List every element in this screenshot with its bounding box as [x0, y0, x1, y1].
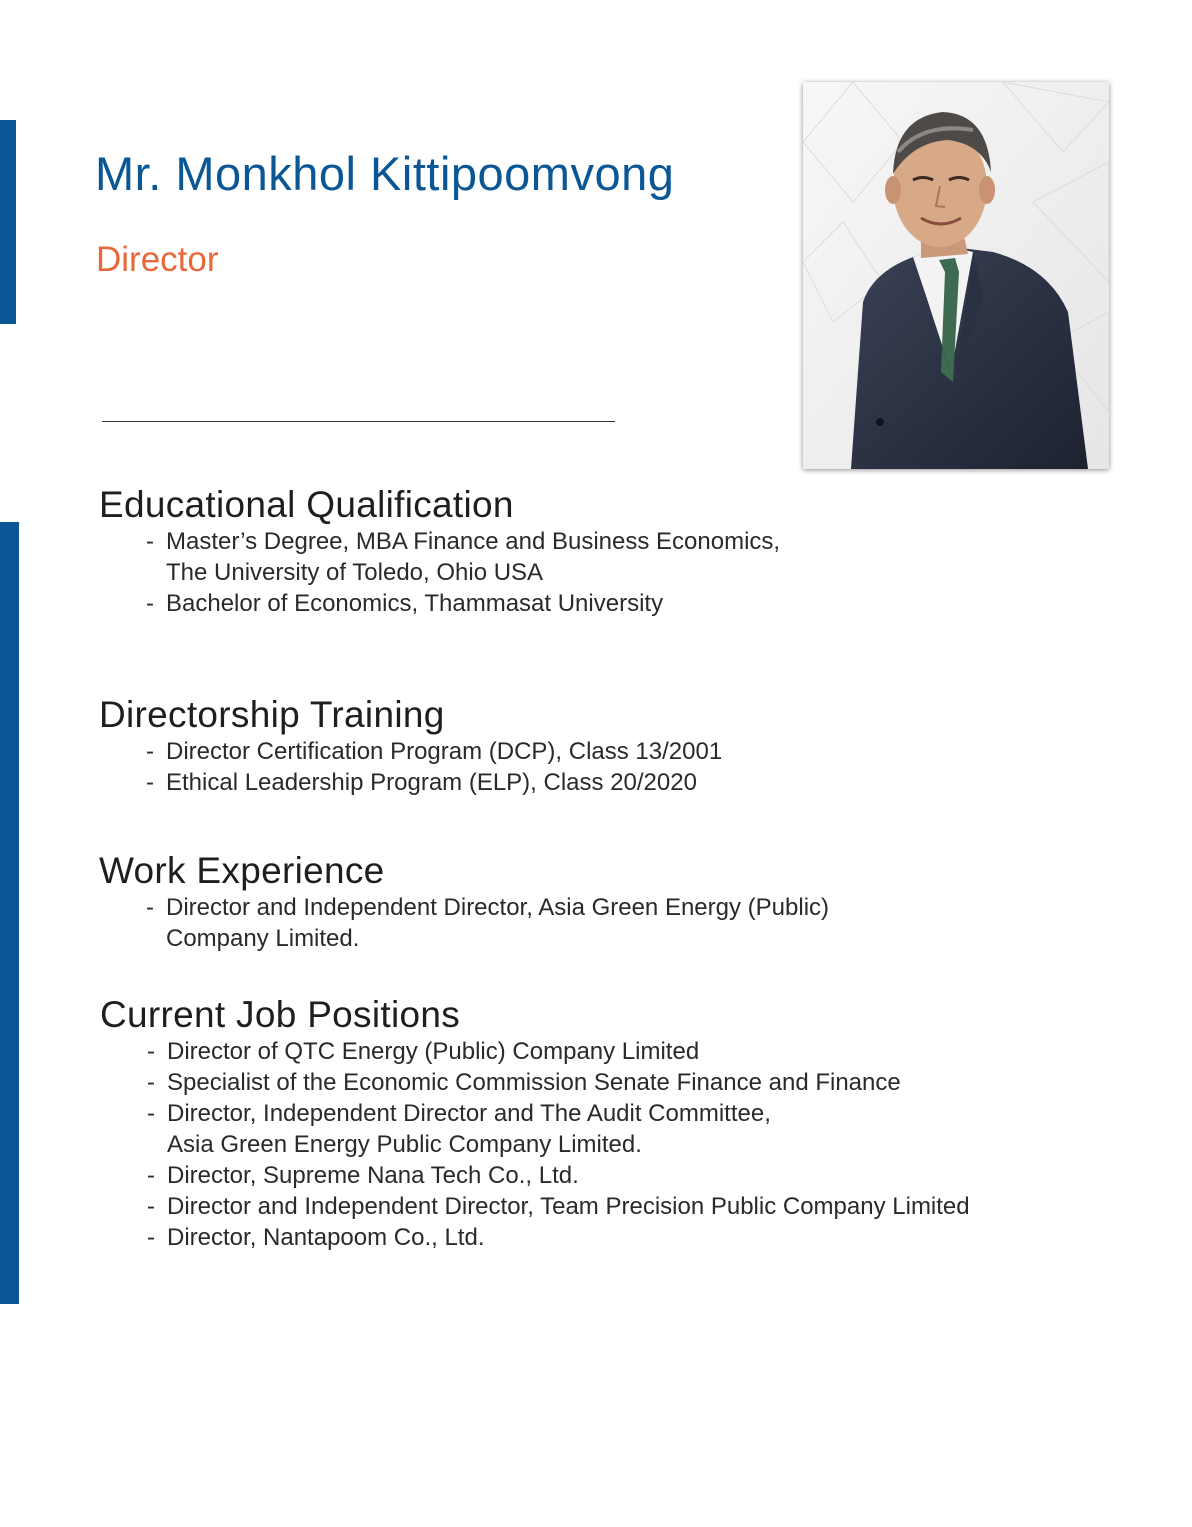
training-list [99, 736, 722, 798]
list-item: - Director Certification Program (DCP), Class 13/2001 [146, 738, 723, 765]
bullet-dash: - [146, 528, 154, 555]
person-role: Director [96, 240, 219, 279]
current-positions-heading: Current Job Positions [100, 994, 461, 1035]
list-item: - Director, Independent Director and The Audit Committee, Asia Green Energy Public Company Limited. [147, 1100, 771, 1158]
education-heading: Educational Qualification [99, 484, 514, 525]
work-list [99, 892, 829, 954]
work-heading: Work Experience [99, 850, 385, 891]
current-positions-section [100, 994, 970, 1253]
work-section [99, 850, 829, 954]
divider [102, 421, 615, 422]
bullet-dash: - [146, 738, 154, 765]
training-heading: Directorship Training [99, 694, 445, 735]
accent-bar-top [0, 120, 16, 324]
accent-bar-bottom [0, 522, 19, 1304]
bullet-dash: - [147, 1162, 155, 1189]
current-positions-list [100, 1036, 970, 1253]
bullet-dash: - [147, 1069, 155, 1096]
list-item: - Director, Supreme Nana Tech Co., Ltd. [147, 1162, 579, 1189]
education-list [99, 526, 780, 619]
bullet-dash: - [147, 1224, 155, 1251]
list-item: - Director and Independent Director, Team Precision Public Company Limited [147, 1193, 970, 1220]
list-item: - Specialist of the Economic Commission Senate Finance and Finance [147, 1069, 901, 1096]
list-item: - Director, Nantapoom Co., Ltd. [147, 1224, 485, 1251]
person-portrait-icon [803, 82, 1109, 469]
list-item: - Director and Independent Director, Asia Green Energy (Public) Company Limited. [146, 894, 830, 952]
person-name: Mr. Monkhol Kittipoomvong [95, 147, 675, 200]
list-item: - Master’s Degree, MBA Finance and Business Economics, The University of Toledo, Ohio USA [146, 528, 781, 586]
list-item: - Director of QTC Energy (Public) Company Limited [147, 1038, 700, 1065]
bullet-dash: - [147, 1038, 155, 1065]
list-item: - Ethical Leadership Program (ELP), Class 20/2020 [146, 769, 697, 796]
list-item: - Bachelor of Economics, Thammasat University [146, 590, 664, 617]
training-section [99, 694, 722, 798]
bullet-dash: - [146, 769, 154, 796]
bullet-dash: - [147, 1193, 155, 1220]
bullet-dash: - [147, 1100, 155, 1127]
bullet-dash: - [146, 590, 154, 617]
education-section [99, 484, 780, 619]
bullet-dash: - [146, 894, 154, 921]
